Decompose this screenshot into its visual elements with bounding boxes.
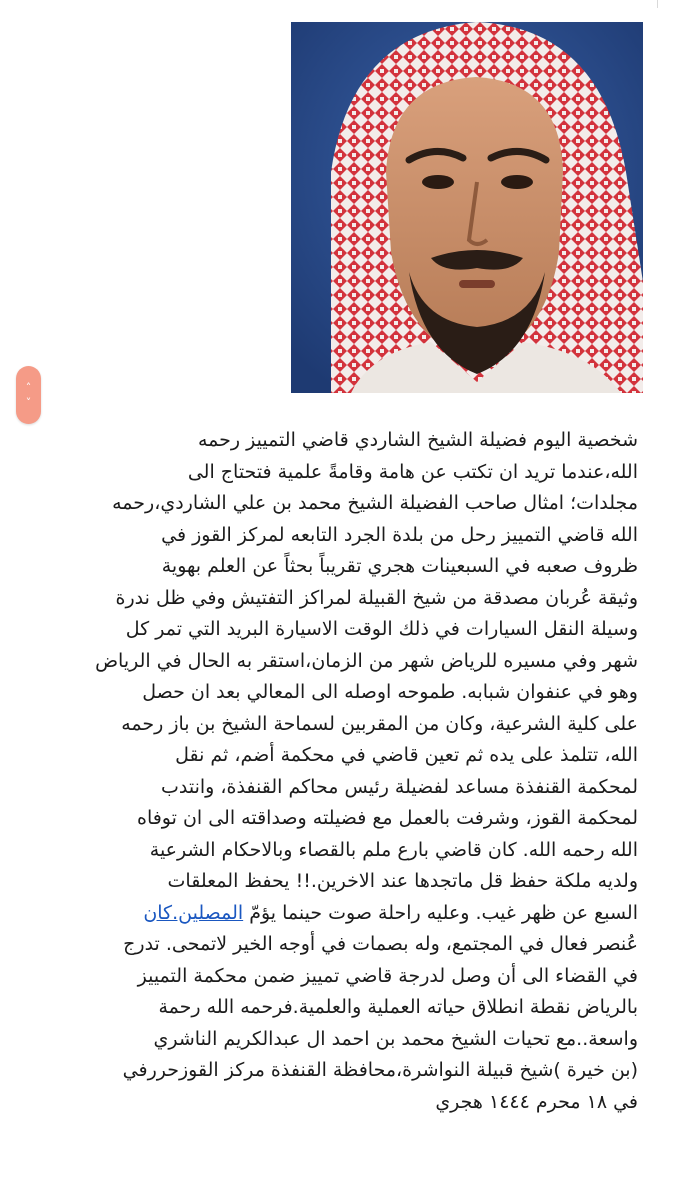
article-line-text: الله،عندما تريد ان تكتب عن هامة وقامةً علمية فتحتاج الى bbox=[187, 460, 638, 483]
article-line bbox=[14, 961, 638, 993]
article-line-text: شخصية اليوم فضيلة الشيخ الشاردي قاضي التمييز رحمه bbox=[197, 429, 638, 451]
article-line bbox=[14, 677, 638, 709]
article-line-text: على كلية الشرعية، وكان من المقربين لسماحة الشيخ بن باز رحمه bbox=[121, 712, 638, 735]
article-line-text: في ١٨ محرم ١٤٤٤ هجري bbox=[435, 1090, 638, 1113]
article-line-text: الله رحمه الله. كان قاضي بارع ملم بالقصاء وبالاحكام الشرعية bbox=[149, 838, 638, 861]
article-line-text: السبع عن ظهر غيب. وعليه راحلة صوت حينما يؤمّ bbox=[243, 901, 638, 924]
scroll-control[interactable] bbox=[16, 366, 41, 424]
article-line-text: الله، تتلمذ على يده ثم تعين قاضي في محكمة أضم، ثم نقل bbox=[175, 744, 638, 766]
article-line bbox=[14, 614, 638, 646]
page-edge-rule bbox=[657, 0, 658, 8]
article-line-text: مجلدات؛ امثال صاحب الفضيلة الشيخ محمد بن علي الشاردي،رحمه bbox=[112, 492, 638, 514]
article-line-text: ولديه ملكة حفظ قل ماتجدها عند الاخرين.!! يحفظ المعلقات bbox=[167, 870, 638, 892]
article-line bbox=[14, 551, 638, 583]
article-line-text: وهو في عنفوان شبابه. طموحه اوصله الى المعالي بعد ان حصل bbox=[142, 681, 638, 703]
article-line bbox=[14, 898, 638, 930]
article-line bbox=[14, 425, 638, 457]
article-line bbox=[14, 709, 638, 741]
article-line bbox=[14, 929, 638, 961]
article-line-text: لمحكمة القنفذة مساعد لفضيلة رئيس محاكم القنفذة، وانتدب bbox=[160, 775, 638, 798]
article-line-text: بالرياض نقطة انطلاق حياته العملية والعلمية.فرحمه الله رحمة bbox=[158, 996, 638, 1018]
article-line-text: في القضاء الى أن وصل لدرجة قاضي تمييز ضمن محكمة التمييز bbox=[137, 964, 638, 987]
article-line-text: وسيلة النقل السيارات في ذلك الوقت الاسيارة البريد التي تمر كل bbox=[125, 618, 638, 640]
article-line-text: واسعة..مع تحيات الشيخ محمد بن احمد ال عبدالكريم الناشري bbox=[153, 1027, 638, 1050]
article-line-text: الله قاضي التمييز رحل من بلدة الجرد التابعه لمركز القوز في bbox=[161, 523, 638, 546]
article-body bbox=[14, 425, 638, 1118]
article-line bbox=[14, 488, 638, 520]
article-line bbox=[14, 1055, 638, 1087]
article-line-text: عُنصر فعال في المجتمع، وله بصمات في أوجه الخير لاتمحى. تدرج bbox=[123, 933, 638, 955]
article-line bbox=[14, 803, 638, 835]
article-line-text: شهر وفي مسيره للرياض شهر من الزمان،استقر به الحال في الرياض bbox=[95, 649, 638, 672]
article-line bbox=[14, 1087, 638, 1119]
portrait-illustration bbox=[291, 22, 643, 393]
article-line-text: لمحكمة القوز، وشرفت بالعمل مع فضيلته وصداقته الى ان توفاه bbox=[136, 807, 638, 829]
article-line bbox=[14, 772, 638, 804]
portrait-photo bbox=[291, 22, 643, 393]
article-line bbox=[14, 583, 638, 615]
article-line-text: وثيقة عُربان مصدقة من شيخ القبيلة لمراكز التفتيش وفي ظل ندرة bbox=[115, 586, 638, 609]
article-line-text: (بن خيرة )شيخ قبيلة النواشرة،محافظة القنفذة مركز القوزحررفي bbox=[122, 1059, 638, 1081]
chevron-down-icon[interactable]: ˅ bbox=[25, 396, 32, 409]
article-line bbox=[14, 740, 638, 772]
hashtag-link[interactable]: المصلين.كان bbox=[143, 901, 244, 924]
chevron-up-icon[interactable]: ˄ bbox=[25, 381, 32, 394]
article-line-text: ظروف صعبه في السبعينات هجري تقريباً بحثاً عن العلم بهوية bbox=[161, 555, 638, 577]
article-line bbox=[14, 866, 638, 898]
article-line bbox=[14, 1024, 638, 1056]
article-line bbox=[14, 992, 638, 1024]
article-line bbox=[14, 520, 638, 552]
article-line bbox=[14, 646, 638, 678]
article-line bbox=[14, 835, 638, 867]
article-line bbox=[14, 457, 638, 489]
